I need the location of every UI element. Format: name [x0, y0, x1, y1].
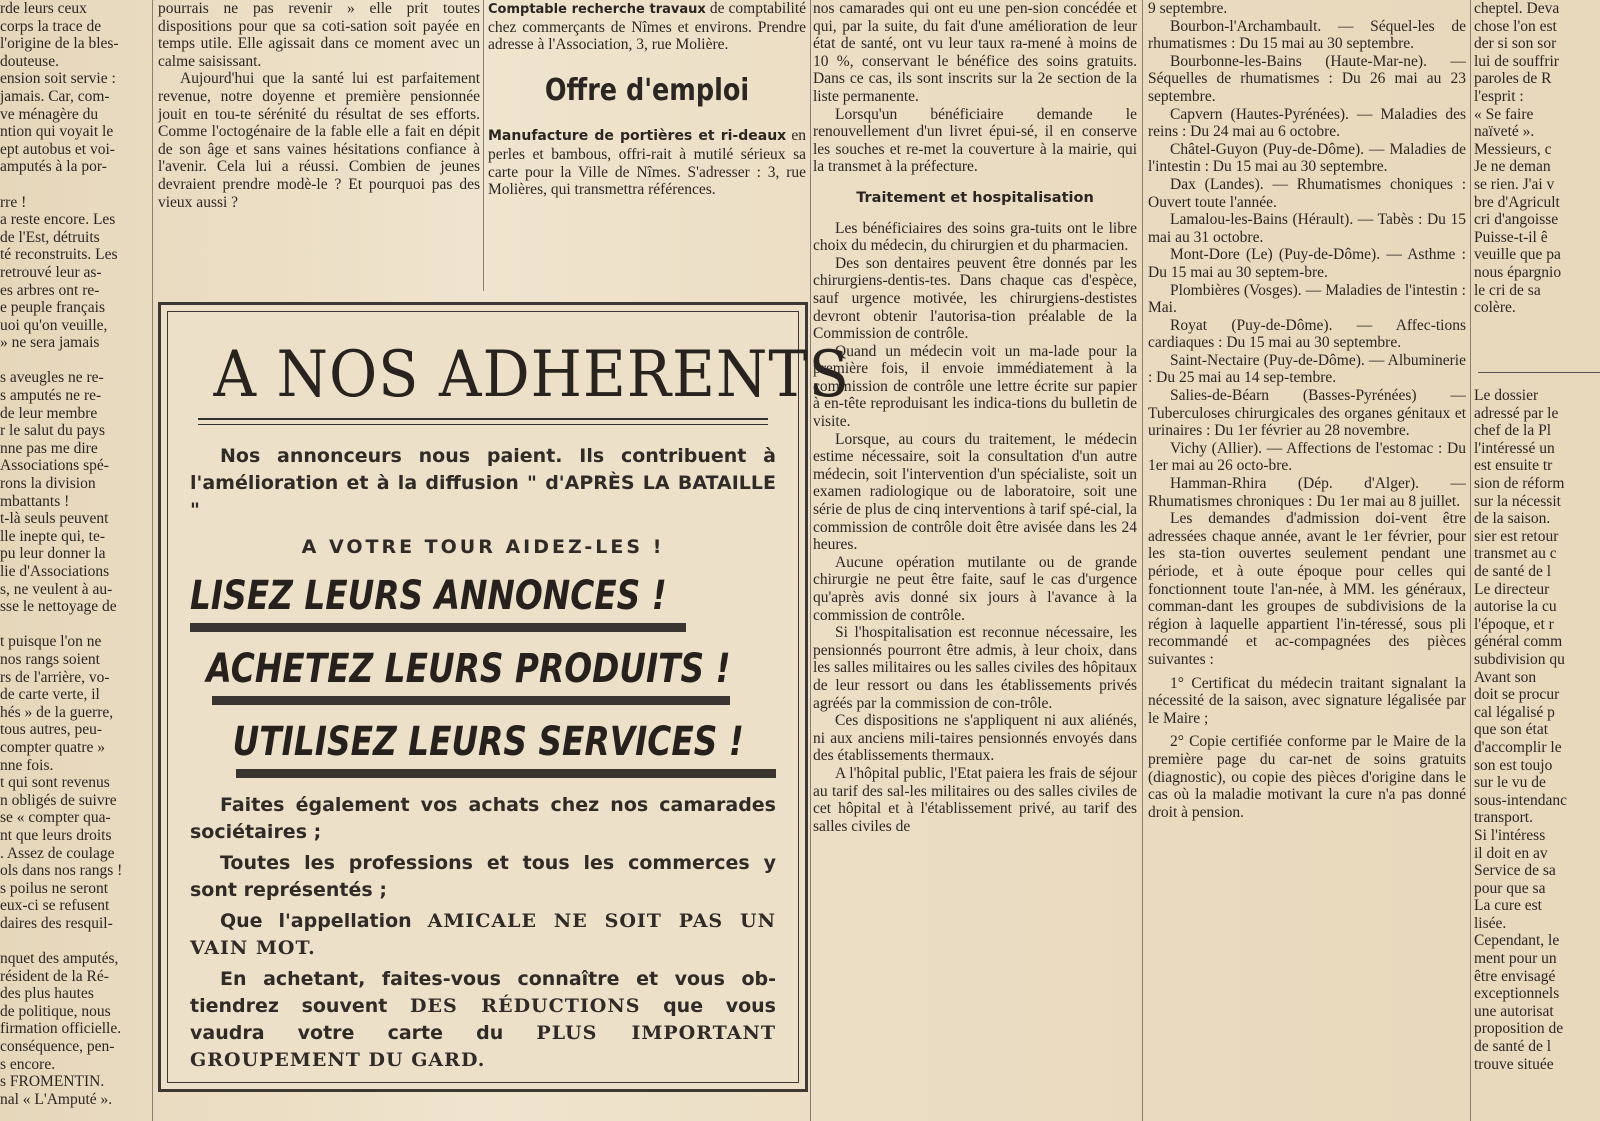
column-rule [1470, 0, 1471, 1121]
text-line: de santé de l [1474, 1038, 1552, 1056]
text-line: de leur membre [0, 404, 98, 422]
ad-text-emphasis: PLUS IMPORTANT GROUPEMENT DU GARD. [190, 1022, 776, 1071]
text-line: der si son sor [1474, 35, 1557, 53]
column-1 [0, 0, 148, 1121]
text-line: sur le vu de [1474, 774, 1546, 792]
text-line: sur la nécessit [1474, 492, 1561, 510]
ad-slogan-lisez: LISEZ LEURS ANNONCES ! [190, 573, 667, 619]
text-line: t qui sont revenus [0, 774, 110, 792]
text-line: a reste encore. Les [0, 211, 116, 229]
article-paragraph: 1° Certificat du médecin traitant signalant la nécessité de la saison, avec signature légalisée par le Maire ; [1148, 674, 1466, 727]
text-line [0, 176, 148, 194]
text-line: douteuse. [0, 52, 59, 70]
classified-manufacture [488, 127, 806, 198]
text-line: subdivision qu [1474, 650, 1565, 668]
spa-entry: Salies-de-Béarn (Basses-Pyrénées) — Tuberculoses chirurgicales des organes génitaux et urinaires : Du 1er février au 28 novembre. [1148, 387, 1466, 440]
text-line: « Se faire [1474, 105, 1534, 123]
text-line: s aveugles ne re- [0, 369, 104, 387]
text-line [1474, 317, 1600, 335]
text-line: uoi qu'on veuille, [0, 316, 108, 334]
text-line: jamais. Car, com- [0, 87, 110, 105]
ad-text: que vous vaudra votre carte du [190, 995, 776, 1044]
column-rule [483, 0, 484, 291]
text-line: général comm [1474, 633, 1563, 651]
text-line: être envisagé [1474, 967, 1556, 985]
spa-entry: Mont-Dore (Le) (Puy-de-Dôme). — Asthme : Du 15 mai au 30 septem-bre. [1148, 246, 1466, 281]
text-line: s FROMENTIN. [0, 1073, 105, 1091]
text-line: que son état [1474, 721, 1549, 739]
text-line: naïveté ». [1474, 123, 1535, 141]
text-line: ension soit servie : [0, 70, 116, 88]
text-line: » ne sera jamais [0, 334, 100, 352]
text-line: lie d'Associations [0, 563, 110, 580]
article-paragraph: Ces dispositions ne s'appliquent ni aux aliénés, ni aux anciens mili-taires pensionnés envoyés dans des établissements thermaux. [813, 712, 1137, 765]
column-3-classifieds [488, 0, 806, 290]
column-6 [1474, 0, 1600, 1121]
text-line: ment pour un [1474, 950, 1557, 968]
ad-slogan-achetez: ACHETEZ LEURS PRODUITS ! [206, 646, 731, 692]
text-line: transmet au c [1474, 545, 1557, 563]
ad-bar [236, 769, 776, 778]
spa-entry: Châtel-Guyon (Puy-de-Dôme). — Maladies de l'intestin : Du 15 mai au 30 septembre. [1148, 140, 1466, 176]
spa-entry: Dax (Landes). — Rhumatismes choniques : Ouvert toute l'année. [1148, 175, 1466, 211]
text-line: lle inepte qui, te- [0, 527, 106, 545]
text-line: doit se procur [1474, 686, 1560, 704]
article-paragraph: Les demandes d'admission doi-vent être adressées chaque année, avant le 1er février, pour les sta-tion ouvertes seulement pendant une période, et à oute époque pour celles qui fonctionnent toute l'an-née, à MM. les généraux, comman-dant les groupes de subdivisions de la région à laquelle appartient l'in-téressé, sous pli recommandé et ac-compagnées des pièces suivantes : [1148, 510, 1466, 668]
text-line: rde leurs ceux [0, 0, 87, 17]
article-paragraph: Les bénéficiaires des soins gra-tuits ont le libre choix du médecin, du chirurgien et du pharmacien. [813, 219, 1137, 255]
spa-entry: Plombières (Vosges). — Maladies de l'intestin : Mai. [1148, 281, 1466, 317]
text-line: compter quatre » [0, 738, 106, 756]
text-line: retrouvé leur as- [0, 263, 102, 281]
text-line: Le dossier [1474, 387, 1539, 405]
ad-bar [190, 623, 686, 632]
text-line: Associations spé- [0, 457, 109, 475]
text-line: es arbres ont re- [0, 281, 100, 299]
text-line [1474, 334, 1600, 352]
text-line: son est toujo [1474, 756, 1553, 774]
text-line: rs de l'arrière, vo- [0, 668, 110, 686]
ad-text-emphasis: AMICALE NE SOIT PAS UN VAIN MOT. [190, 910, 776, 959]
text-line: de santé de l [1474, 563, 1552, 580]
article-paragraph: Aujourd'hui que la santé lui est parfaitement revenue, notre doyenne et première pensionnée jouit en tou-te sérénité du résultat de ses efforts. Comme l'octogénaire de la fable elle a fait en dépit de son âge et sans vaines hésitations confiance à l'avenir. Cela lui a réussi. Combien de jeunes devraient prendre modè-le ? Et pourquoi pas des vieux aussi ? [158, 70, 480, 211]
text-line: tous autres, peu- [0, 721, 103, 739]
section-heading-offre: Offre d'emploi [544, 72, 750, 108]
text-line: nos rangs soient [0, 650, 100, 668]
text-line: mbattants ! [0, 492, 70, 510]
column-rule [152, 0, 153, 1121]
ad-call: A VOTRE TOUR AIDEZ-LES ! [301, 536, 665, 558]
text-line: ntion qui voyait le [0, 123, 114, 141]
ad-paragraph: Faites également vos achats chez nos camarades sociétaires ; [190, 794, 776, 843]
text-line: colère. [1474, 299, 1516, 317]
text-line: l'intéressé un [1474, 439, 1555, 457]
text-line: pu leur donner la [0, 545, 106, 563]
article-paragraph: Lorsqu'un bénéficiaire demande le renouvellement d'un livret épui-sé, il en conserve les souches et re-met la couverture à la mairie, qui la transmet à la préfecture. [813, 105, 1137, 176]
classified-heading: Comptable recherche travaux [488, 2, 706, 17]
text-line: Le directeur [1474, 580, 1550, 598]
text-line [1474, 352, 1600, 370]
text-line: adressé par le [1474, 404, 1559, 422]
text-line: s poilus ne seront [0, 879, 109, 897]
text-line: trouve située [1474, 1055, 1554, 1073]
text-line: r le salut du pays [0, 422, 106, 440]
ad-paragraph: Toutes les professions et tous les commerces y sont représentés ; [190, 852, 776, 901]
spa-entry: Capvern (Hautes-Pyrénées). — Maladies des reins : Du 24 mai au 6 octobre. [1148, 105, 1466, 141]
text-line: Avant son [1474, 668, 1537, 686]
text-line [0, 352, 148, 370]
text-line: nquet des amputés, [0, 950, 119, 968]
text-line: Messieurs, c [1474, 140, 1552, 158]
text-line: lisée. [1474, 914, 1507, 932]
article-paragraph: Aucune opération mutilante ou de grande chirurgie ne peut être faite, sauf le cas d'urgence qu'après avis donné six jours à l'avance à la commission de contrôle. [813, 553, 1137, 624]
spa-entry: Lamalou-les-Bains (Hérault). — Tabès : Du 15 mai au 31 octobre. [1148, 211, 1466, 246]
text-line: firmation officielle. [0, 1020, 122, 1038]
text-line: e peuple français [0, 299, 105, 317]
article-paragraph: 9 septembre. [1148, 0, 1228, 17]
text-line: transport. [1474, 809, 1533, 827]
column-rule [810, 0, 811, 1121]
text-line: amputés à la por- [0, 158, 107, 176]
text-line: conséquence, pen- [0, 1038, 115, 1056]
article-paragraph: Des son dentaires peuvent être donnés par les chirurgiens-dentis-tes. Dans chaque cas d'espèce, sauf urgence motivée, les chirurgiens-destistes devront obtenir l'autorisa-tion préalable de la Commission de contrôle. [813, 254, 1137, 343]
ad-text: Que l'appellation [220, 910, 412, 932]
text-line: résident de la Ré- [0, 967, 109, 985]
text-line: le cri de sa [1474, 281, 1541, 299]
spa-entry: Hamman-Rhira (Dép. d'Alger). — Rhumatismes chroniques : Du 1er mai au 8 juillet. [1148, 475, 1466, 510]
text-line: Puisse-t-il ê [1474, 228, 1548, 246]
text-line: proposition de [1474, 1020, 1564, 1038]
text-line: rre ! [0, 193, 27, 211]
text-line: nne pas me dire [0, 439, 98, 457]
article-paragraph: pourrais ne pas revenir » elle prit toutes dispositions pour que sa coti-sation soit payée en temps utile. Elle agissait dans ce moment avec un calme saisissant. [158, 0, 480, 70]
ad-body [190, 792, 776, 1074]
text-line: il doit en av [1474, 844, 1548, 862]
column-4-article [813, 0, 1137, 1121]
text-line: cal légalisé p [1474, 703, 1555, 721]
text-line: autorise la cu [1474, 598, 1557, 616]
text-line: l'origine de la bles- [0, 35, 119, 53]
text-line: nous épargnio [1474, 263, 1562, 281]
text-line: Cependant, le [1474, 932, 1560, 950]
article-paragraph: Quand un médecin voit un ma-lade pour la première fois, il envoie immédiatement à la commission de contrôle une lettre écrite sur papier à en-tête reproduisant les indica-tions du bulletin de visite. [813, 342, 1137, 431]
text-line: de carte verte, il [0, 686, 100, 704]
text-line: s encore. [0, 1055, 56, 1073]
text-line [0, 932, 148, 950]
text-line: daires des resquil- [0, 914, 113, 932]
ad-divider [198, 418, 768, 425]
text-line: cheptel. Deva [1474, 0, 1560, 17]
text-line: sion de réform [1474, 475, 1565, 493]
ad-title: A NOS ADHERENTS [213, 338, 850, 412]
text-line: nt que leurs droits [0, 826, 112, 844]
text-line: se « compter qua- [0, 809, 111, 827]
text-line: pour que sa [1474, 879, 1546, 897]
column-5-article [1148, 0, 1466, 1121]
spa-entry: Bourbon-l'Archambault. — Séquel-les de rhumatismes : Du 15 mai au 30 septembre. [1148, 17, 1466, 53]
classified-heading: Manufacture de portières et ri-deaux [488, 128, 787, 145]
text-line: l'esprit : [1474, 87, 1524, 105]
advertisement-box [158, 302, 850, 1092]
ad-intro-text: Nos annonceurs nous paient. Ils contribuent à l'amélioration et à la diffusion " d'APRÈS LA BATAILLE " [190, 445, 776, 521]
spa-entry: Bourbonne-les-Bains (Haute-Mar-ne). — Séquelles de rhumatismes : Du 26 mai au 23 septembre. [1148, 52, 1466, 105]
column-divider [1478, 372, 1600, 373]
text-line: t-là seuls peuvent [0, 510, 109, 528]
text-line: Service de sa [1474, 862, 1556, 880]
ad-intro [190, 443, 776, 561]
text-line: veuille que pa [1474, 246, 1561, 264]
text-line: Je ne deman [1474, 158, 1551, 176]
text-line: chose l'on est [1474, 17, 1557, 35]
classified-text: de comptabilité chez commerçants de Nîmes et environs. Prendre adresse à l'Association, 3, rue Molière. [488, 0, 806, 54]
text-line: de politique, nous [0, 1002, 111, 1020]
text-line: ept autobus et voi- [0, 140, 115, 158]
text-line: bre d'Agricult [1474, 193, 1560, 211]
ad-paragraph [190, 966, 776, 1074]
text-line: té reconstruits. Les [0, 246, 118, 264]
text-line [0, 616, 148, 634]
ad-paragraph [190, 908, 776, 962]
classified-comptable [488, 0, 806, 54]
advertisement-inner-frame [167, 311, 850, 1083]
text-line: d'accomplir le [1474, 738, 1562, 756]
text-line: se rien. J'ai v [1474, 175, 1555, 193]
text-line: une autorisat [1474, 1002, 1554, 1020]
text-line: l'époque, et r [1474, 615, 1554, 633]
article-paragraph: A l'hôpital public, l'Etat paiera les frais de séjour au tarif des sal-les militaires ou des salles civiles de cet hôpital et à l'établissement privé, au tarif des salles civiles de [813, 764, 1137, 835]
text-line: Si l'intéress [1474, 826, 1546, 844]
column-2-article [158, 0, 480, 290]
text-line: sous-intendanc [1474, 791, 1567, 809]
spa-entry: Vichy (Allier). — Affections de l'estomac : Du 1er mai au 26 octo-bre. [1148, 439, 1466, 475]
text-line: s, ne veulent à au- [0, 580, 113, 598]
article-paragraph: 2° Copie certifiée conforme par le Maire de la première page du car-net de soins gratuits (diagnostic), ou copie des pièces d'origine dans le cas où la maladie motivant la cure n'a pas donné droit à pension. [1148, 733, 1466, 821]
text-line: cri d'angoisse [1474, 211, 1559, 229]
text-line: eux-ci se refusent [0, 897, 110, 915]
article-paragraph: nos camarades qui ont eu une pen-sion concédée et qui, par la suite, du fait d'une amélioration de leur état de santé, ont vu leur taux ra-mené à moins de 10 %, conservant le bénéfice des soins gratuits. Dans ce cas, ils sont inscrits sur la 2e section de la liste permanente. [813, 0, 1137, 105]
text-line: de la saison. [1474, 510, 1551, 528]
text-line: sier est retour [1474, 527, 1559, 545]
text-line: est ensuite tr [1474, 457, 1553, 475]
ad-slogan-utilisez: UTILISEZ LEURS SERVICES ! [232, 719, 744, 765]
text-line: s amputés ne re- [0, 387, 102, 405]
text-line: t puisque l'on ne [0, 633, 102, 651]
article-paragraph: Si l'hospitalisation est reconnue nécessaire, les pensionnés pourront être admis, à leur choix, dans les salles militaires ou les salles civiles des hôpitaux de leur ressort ou dans les établissements privés agréés par la commission de con-trôle. [813, 624, 1137, 712]
text-line: La cure est [1474, 897, 1542, 915]
text-line: nal « L'Amputé ». [0, 1090, 113, 1108]
text-line: hés » de la guerre, [0, 703, 114, 721]
ad-bar [212, 696, 730, 705]
text-line: sse le nettoyage de [0, 598, 117, 616]
text-line: de l'Est, détruits [0, 228, 100, 246]
spa-entry: Saint-Nectaire (Puy-de-Dôme). — Albuminerie : Du 25 mai au 14 sep-tembre. [1148, 351, 1466, 387]
text-line: des plus hautes [0, 985, 94, 1003]
ad-text: En achetant, faites-vous connaître et vous ob-tiendrez souvent [190, 968, 776, 1017]
text-line: exceptionnels [1474, 985, 1560, 1003]
text-line: corps la trace de [0, 17, 102, 35]
article-paragraph: Lorsque, au cours du traitement, le médecin estime nécessaire, soit la consultation d'un autre médecin, soit l'intervention d'un spécialiste, soit un examen radiologique ou de laboratoire, soit une série de plus de cinq interventions à tarif spé-cial, la commission de contrôle doit être avisée dans les 24 heures. [813, 430, 1137, 554]
text-line: n obligés de suivre [0, 791, 117, 809]
text-line: ols dans nos rangs ! [0, 862, 123, 880]
spa-entry: Royat (Puy-de-Dôme). — Affec-tions cardiaques : Du 15 mai au 30 septembre. [1148, 316, 1466, 352]
text-line: . Assez de coulage [0, 844, 115, 862]
text-line: chef de la Pl [1474, 422, 1552, 440]
text-line: nne fois. [0, 756, 54, 774]
column-rule [1142, 0, 1143, 1121]
ad-text-emphasis: DES RÉDUCTIONS [409, 995, 641, 1017]
text-line: paroles de R [1474, 70, 1552, 88]
text-line: lui de souffrir [1474, 52, 1559, 70]
text-line: ve ménagère du [0, 105, 99, 123]
classified-text: en perles et bambous, offri-rait à mutilé sérieux sa carte pour la Ville de Nîmes. S'adresser : 3, rue Molières, qui transmettra références. [488, 127, 806, 199]
article-subheading: Traitement et hospitalisation [856, 189, 1094, 206]
text-line: rons la division [0, 475, 96, 493]
